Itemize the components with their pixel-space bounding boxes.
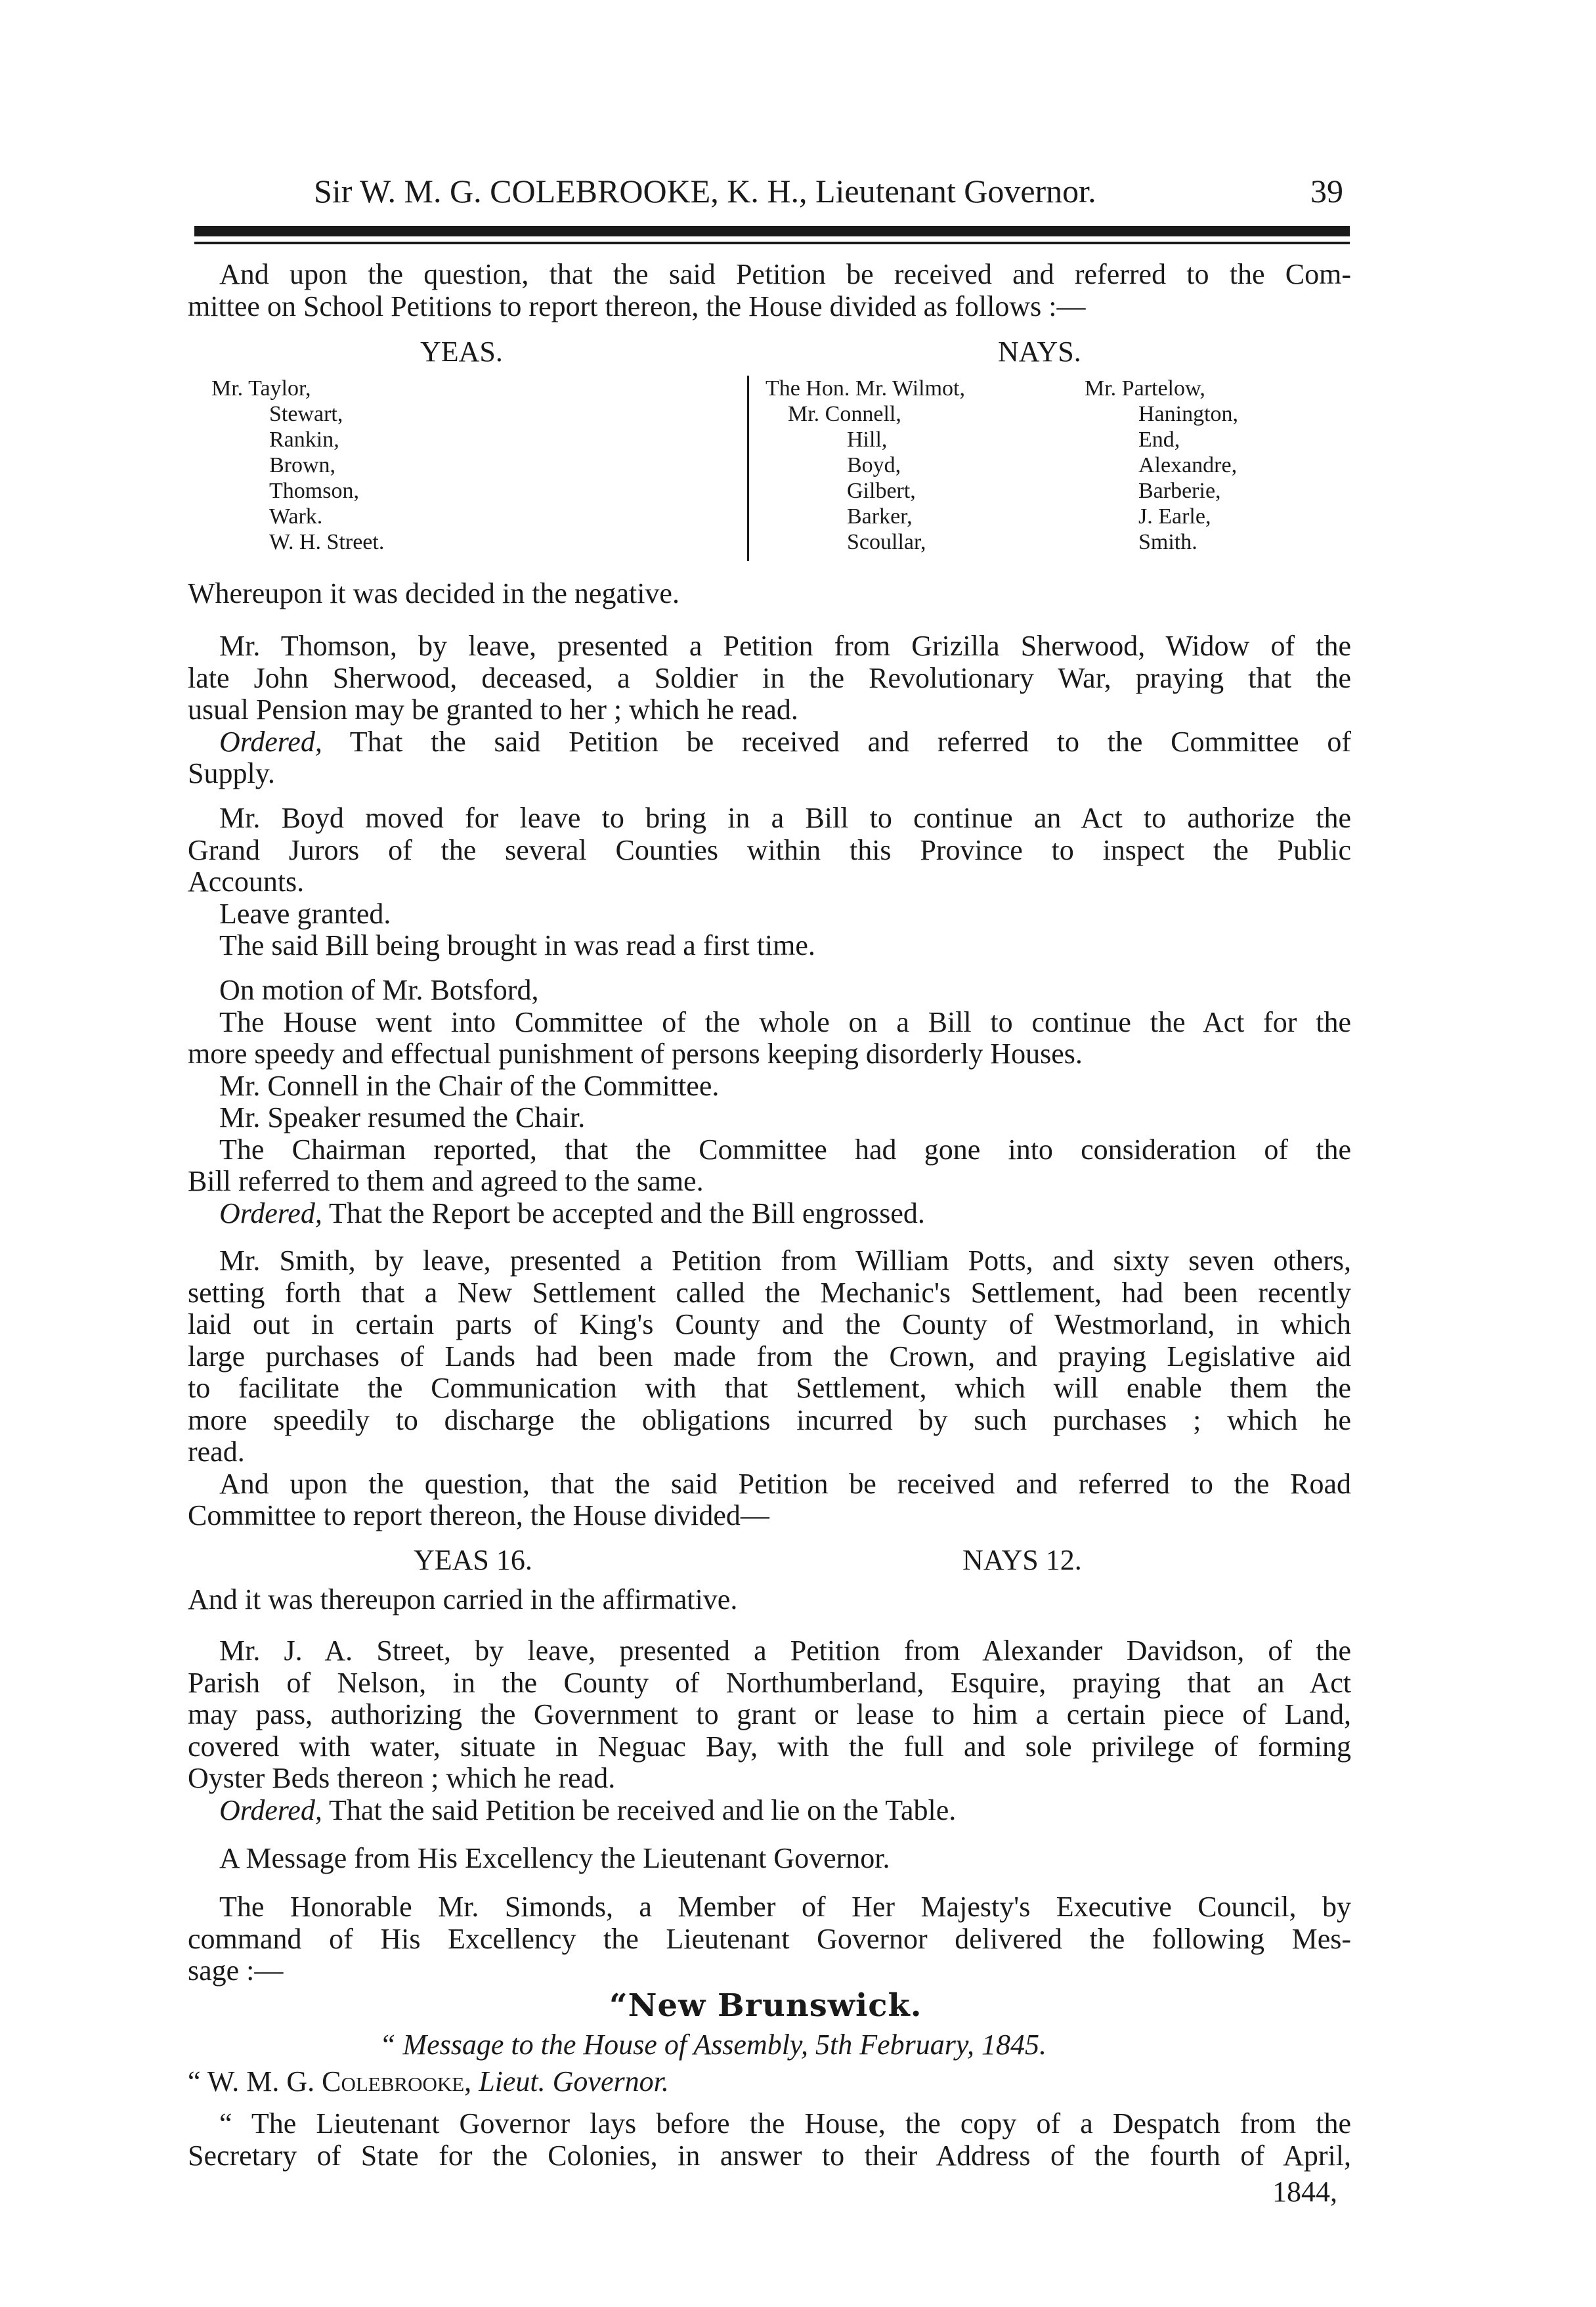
yea-name: Rankin, [269, 428, 339, 452]
para-line: Mr. Speaker resumed the Chair. [219, 1101, 586, 1133]
vote1-intro-line: And upon the question, that the said Petition be received and referred to the Com- [219, 258, 1351, 290]
para-line: more speedily to discharge the obligations incurred by such purchases ; which he [188, 1403, 1351, 1436]
yea-name: Brown, [269, 453, 336, 477]
message-dateline: “ Message to the House of Assembly, 5th February, 1845. [379, 2029, 1046, 2061]
nay-name: Barker, [847, 504, 913, 529]
yea-name: Wark. [269, 504, 323, 529]
nay-name: Gilbert, [847, 479, 916, 503]
para-line: may pass, authorizing the Government to grant or lease to him a certain piece of Land, [188, 1698, 1351, 1730]
nays-heading: NAYS. [998, 336, 1081, 368]
para-boyd [188, 802, 1351, 962]
vote2-intro-line: And upon the question, that the said Petition be received and referred to the Road [219, 1467, 1351, 1500]
para-line: laid out in certain parts of King's County and the County of Westmorland, in which [188, 1308, 1351, 1340]
para-line: large purchases of Lands had been made from the Crown, and praying Legislative aid [188, 1340, 1351, 1373]
vote2-yeas: YEAS 16. [414, 1544, 532, 1576]
message-line: “ The Lieutenant Governor lays before the House, the copy of a Despatch from the [219, 2107, 1351, 2140]
para-thomson [188, 630, 1351, 790]
yeas-heading: YEAS. [420, 336, 503, 368]
message-place: “New Brunswick. [609, 1987, 922, 2024]
yea-name: W. H. Street. [269, 530, 385, 554]
para-line: setting forth that a New Settlement called the Mechanic's Settlement, had been recently [188, 1276, 1351, 1309]
para-line: The Honorable Mr. Simonds, a Member of Her Majesty's Executive Council, by [219, 1891, 1351, 1923]
para-line: Mr. Smith, by leave, presented a Petition from William Potts, and sixty seven others, [219, 1244, 1351, 1277]
signature-title: Lieut. Governor. [479, 2065, 669, 2098]
para-line: covered with water, situate in Neguac Bay, with the full and sole privilege of forming [188, 1730, 1351, 1763]
ordered-engrossed [188, 1198, 1351, 1230]
para-line: Accounts. [188, 866, 305, 898]
para-line: Supply. [188, 757, 275, 789]
yeas-list [211, 376, 384, 555]
vote2-nays: NAYS 12. [962, 1544, 1082, 1576]
nays-list-2 [1085, 376, 1238, 555]
para-simonds [188, 1891, 1351, 1987]
vote2-intro-line: Committee to report thereon, the House divided— [188, 1499, 769, 1531]
message-body [188, 2108, 1351, 2172]
nay-name: Mr. Partelow, [1085, 376, 1205, 401]
ordered-label: Ordered, [219, 725, 322, 758]
vote1-result-text: Whereupon it was decided in the negative. [188, 577, 679, 609]
para-line: usual Pension may be granted to her ; which he read. [188, 693, 798, 726]
first-reading: The said Bill being brought in was read a first time. [219, 929, 815, 961]
motion-line: On motion of Mr. Botsford, [219, 974, 539, 1006]
message-heading: A Message from His Excellency the Lieutenant Governor. [219, 1842, 890, 1874]
vote2-result-text: And it was thereupon carried in the affirmative. [188, 1583, 738, 1615]
nay-name: Boyd, [847, 453, 901, 477]
yea-name: Thomson, [269, 479, 359, 503]
para-line: more speedy and effectual punishment of persons keeping disorderly Houses. [188, 1038, 1083, 1070]
nay-name: Hill, [847, 428, 888, 452]
ordered-text: That the said Petition be received and lie on the Table. [329, 1793, 957, 1826]
para-line: Oyster Beds thereon ; which he read. [188, 1762, 616, 1794]
para-line: The House went into Committee of the whole on a Bill to continue the Act for the [219, 1005, 1351, 1038]
nays-list-1 [766, 376, 965, 555]
para-line: late John Sherwood, deceased, a Soldier in the Revolutionary War, praying that the [188, 661, 1351, 694]
para-line: read. [188, 1436, 245, 1468]
vote1-result [188, 578, 1351, 610]
nay-name: Scoullar, [847, 530, 926, 554]
para-line: Mr. Boyd moved for leave to bring in a Bill to continue an Act to authorize the [219, 802, 1351, 834]
nay-name: Mr. Connell, [788, 402, 901, 426]
signature-name: Colebrooke, [322, 2065, 472, 2098]
header-rule-thick [194, 226, 1350, 236]
message-line: Secretary of State for the Colonies, in answer to their Address of the fourth of April, [188, 2139, 1351, 2172]
para-line: Mr. Thomson, by leave, presented a Petition from Grizilla Sherwood, Widow of the [219, 630, 1351, 662]
signature-prefix: “ W. M. G. [188, 2065, 322, 2098]
para-line: to facilitate the Communication with that Settlement, which will enable them the [188, 1372, 1351, 1404]
leave-granted: Leave granted. [219, 897, 391, 930]
nay-name: Smith. [1138, 530, 1197, 554]
para-line: The Chairman reported, that the Committee had gone into consideration of the [219, 1133, 1351, 1166]
page-number: 39 [1310, 173, 1343, 209]
vote1-intro [188, 259, 1351, 322]
para-smith [188, 1245, 1351, 1532]
ordered-label: Ordered, [219, 1793, 322, 1826]
para-botsford [188, 975, 1351, 1229]
catchword: 1844, [1272, 2176, 1337, 2208]
vote1-intro-line: mittee on School Petitions to report thereon, the House divided as follows :— [188, 290, 1086, 322]
nay-name: End, [1138, 428, 1180, 452]
ordered-text: That the Report be accepted and the Bill engrossed. [329, 1197, 925, 1229]
vote2-result [188, 1584, 1351, 1616]
ordered-text: That the said Petition be received and referred to the Committee of [349, 725, 1351, 758]
running-header-title: Sir W. M. G. COLEBROOKE, K. H., Lieutenant Governor. [314, 173, 1096, 209]
header-rule-thin [194, 242, 1350, 244]
vote-divider [747, 376, 749, 561]
para-line: Mr. J. A. Street, by leave, presented a Petition from Alexander Davidson, of the [219, 1635, 1351, 1667]
nay-name: Barberie, [1138, 479, 1221, 503]
para-line: Parish of Nelson, in the County of Northumberland, Esquire, praying that an Act [188, 1666, 1351, 1699]
message-signature [188, 2065, 669, 2098]
nay-name: Hanington, [1138, 402, 1239, 426]
nay-name: The Hon. Mr. Wilmot, [766, 376, 965, 401]
ordered-table [188, 1795, 1351, 1827]
para-line: command of His Excellency the Lieutenant Governor delivered the following Mes- [188, 1922, 1351, 1955]
nay-name: J. Earle, [1138, 504, 1211, 529]
para-line: Grand Jurors of the several Counties within this Province to inspect the Public [188, 833, 1351, 866]
yea-name: Stewart, [269, 402, 343, 426]
ordered-label: Ordered, [219, 1197, 322, 1229]
para-line: Bill referred to them and agreed to the same. [188, 1165, 704, 1197]
para-street [188, 1635, 1351, 1826]
para-line: sage :— [188, 1954, 284, 1987]
message-heading-block [188, 1843, 1351, 1875]
nay-name: Alexandre, [1138, 453, 1238, 477]
ordered-supply [188, 726, 1351, 758]
para-line: Mr. Connell in the Chair of the Committee. [219, 1069, 720, 1102]
yea-name: Mr. Taylor, [211, 376, 311, 401]
